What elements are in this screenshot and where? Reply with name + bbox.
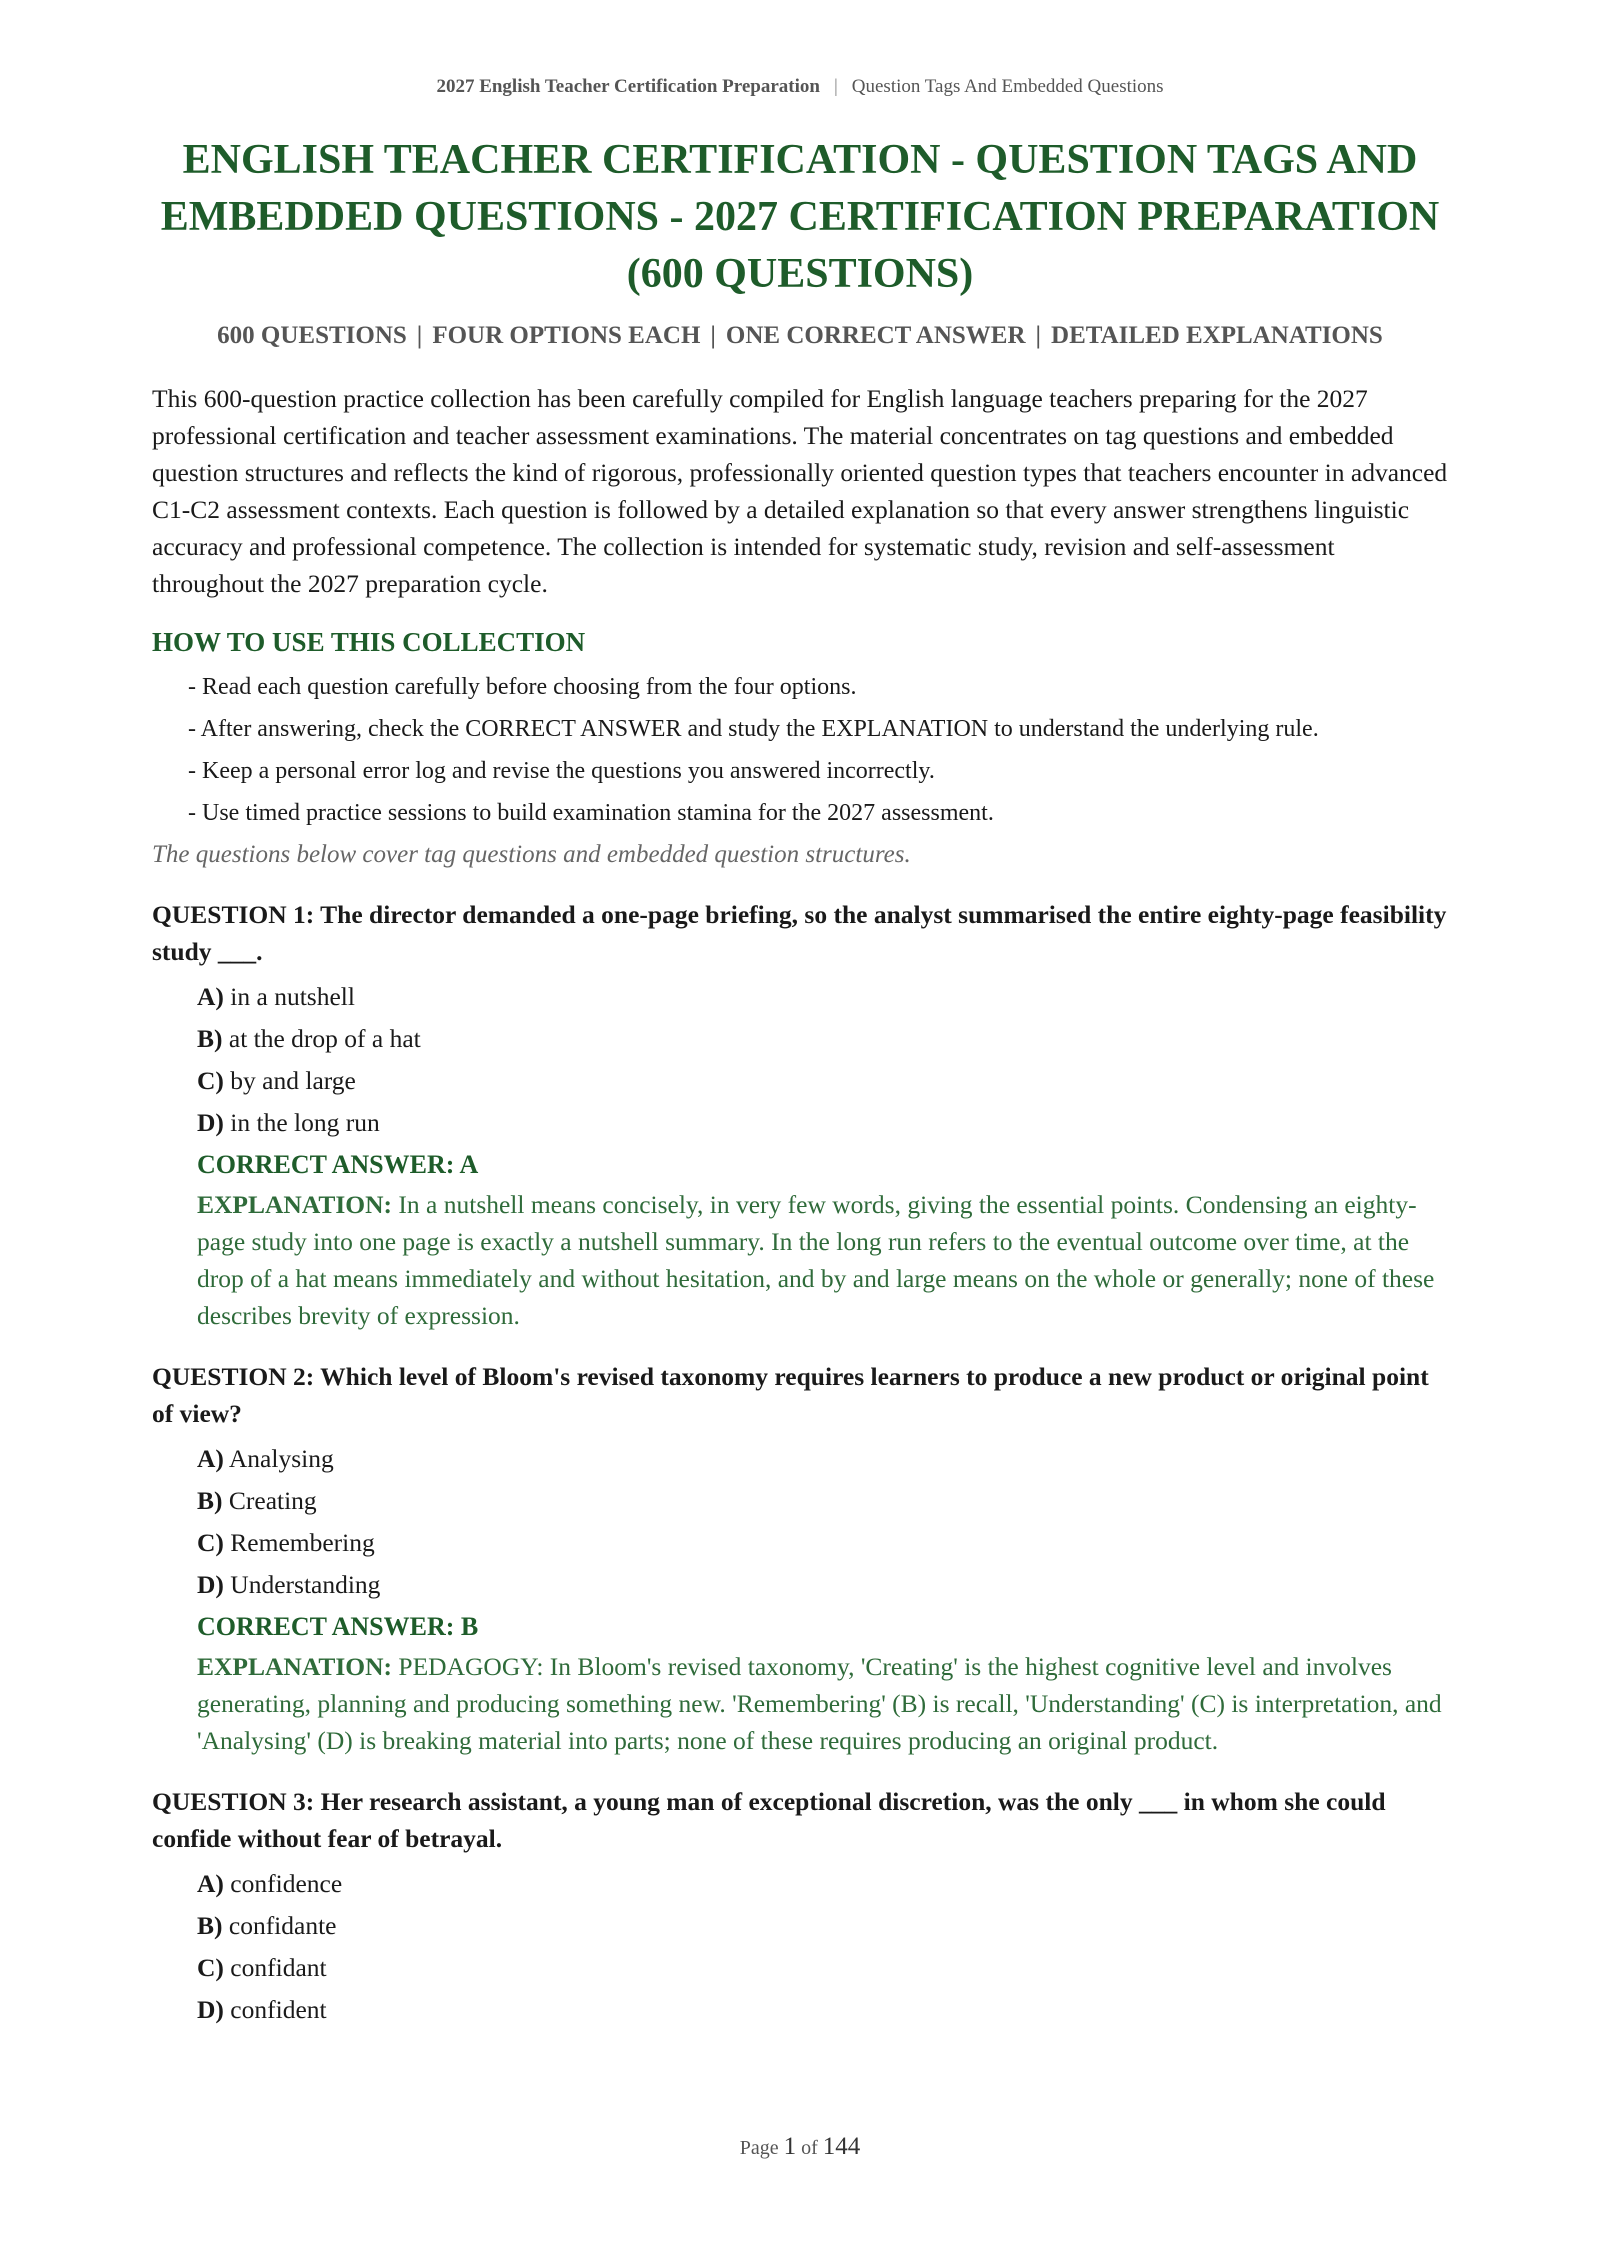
question-stem: Her research assistant, a young man of exceptional discretion, was the only ___ in whom she could confide without fear of betrayal. xyxy=(152,1787,1386,1853)
option-letter: A) xyxy=(197,1444,224,1473)
option-text: Creating xyxy=(228,1486,317,1515)
option-text: Analysing xyxy=(228,1444,334,1473)
list-item: - After answering, check the CORRECT ANSWER and study the EXPLANATION to understand the underlying rule. xyxy=(188,716,1319,742)
list-item: - Read each question carefully before choosing from the four options. xyxy=(188,674,857,700)
option-letter: D) xyxy=(197,1995,224,2024)
correct-answer: CORRECT ANSWER: B xyxy=(197,1612,479,1641)
question-label: QUESTION 3: xyxy=(152,1787,315,1816)
option-a xyxy=(197,1438,1452,1480)
header-left: 2027 English Teacher Certification Preparation xyxy=(436,76,820,97)
option-d xyxy=(197,1102,1452,1144)
option-text: by and large xyxy=(230,1066,356,1095)
explanation-label: EXPLANATION: xyxy=(197,1652,393,1681)
option-text: confidant xyxy=(230,1953,327,1982)
option-text: at the drop of a hat xyxy=(228,1024,421,1053)
question-2 xyxy=(152,1358,1452,1759)
question-text xyxy=(152,1783,1452,1857)
option-text: in the long run xyxy=(230,1108,380,1137)
option-c xyxy=(197,1060,1452,1102)
option-a xyxy=(197,976,1452,1018)
document-title: ENGLISH TEACHER CERTIFICATION - QUESTION TAGS AND EMBEDDED QUESTIONS - 2027 CERTIFICATION PREPARATION (600 QUESTIONS) xyxy=(160,137,1440,297)
option-d xyxy=(197,1564,1452,1606)
question-text xyxy=(152,1358,1452,1432)
option-letter: A) xyxy=(197,1869,224,1898)
running-header xyxy=(0,76,1600,98)
option-text: Understanding xyxy=(230,1570,381,1599)
page-total: 144 xyxy=(822,2133,861,2160)
coverage-note: The questions below cover tag questions and embedded question structures. xyxy=(152,841,911,868)
page-footer xyxy=(0,2133,1600,2161)
header-right: Question Tags And Embedded Questions xyxy=(851,76,1164,97)
options-list xyxy=(152,976,1452,1144)
option-text: confidante xyxy=(228,1911,337,1940)
option-c xyxy=(197,1522,1452,1564)
option-letter: C) xyxy=(197,1528,224,1557)
meta-questions: 600 QUESTIONS xyxy=(217,322,407,349)
option-letter: D) xyxy=(197,1108,224,1137)
option-text: in a nutshell xyxy=(230,982,355,1011)
option-letter: B) xyxy=(197,1911,223,1940)
option-b xyxy=(197,1480,1452,1522)
option-text: confident xyxy=(230,1995,327,2024)
options-list xyxy=(152,1438,1452,1606)
option-text: Remembering xyxy=(230,1528,375,1557)
explanation-text: In a nutshell means concisely, in very few words, giving the essential points. Condensing an eighty-page study into one page is exactly a nutshell summary. In the long run refers to the eventual outcome over time, at the drop of a hat means immediately and without hesitation, and by and large means on the whole or generally; none of these describes brevity of expression. xyxy=(197,1190,1435,1330)
explanation xyxy=(197,1648,1452,1759)
options-list xyxy=(152,1863,1452,2031)
question-label: QUESTION 1: xyxy=(152,900,315,929)
page-word: Page xyxy=(739,2137,779,2159)
meta-correct: ONE CORRECT ANSWER xyxy=(725,322,1026,349)
meta-options: FOUR OPTIONS EACH xyxy=(432,322,701,349)
how-to-use-list xyxy=(152,670,1452,830)
explanation xyxy=(197,1186,1452,1334)
question-stem: Which level of Bloom's revised taxonomy requires learners to produce a new product or original point of view? xyxy=(152,1362,1429,1428)
option-letter: C) xyxy=(197,1953,224,1982)
option-b xyxy=(197,1905,1452,1947)
meta-separator: | xyxy=(1035,322,1042,349)
option-letter: D) xyxy=(197,1570,224,1599)
correct-answer: CORRECT ANSWER: A xyxy=(197,1150,479,1179)
document-body xyxy=(152,380,1452,2031)
option-letter: C) xyxy=(197,1066,224,1095)
option-letter: A) xyxy=(197,982,224,1011)
option-text: confidence xyxy=(230,1869,343,1898)
meta-separator: | xyxy=(416,322,423,349)
question-stem: The director demanded a one-page briefing, so the analyst summarised the entire eighty-page feasibility study ___. xyxy=(152,900,1447,966)
meta-separator: | xyxy=(710,322,716,349)
question-3 xyxy=(152,1783,1452,2031)
option-letter: B) xyxy=(197,1486,223,1515)
option-d xyxy=(197,1989,1452,2031)
of-word: of xyxy=(801,2137,818,2159)
option-letter: B) xyxy=(197,1024,223,1053)
explanation-label: EXPLANATION: xyxy=(197,1190,393,1219)
header-separator: | xyxy=(833,76,838,97)
document-meta xyxy=(0,322,1600,350)
list-item: - Use timed practice sessions to build examination stamina for the 2027 assessment. xyxy=(188,800,994,826)
question-text xyxy=(152,896,1452,970)
question-label: QUESTION 2: xyxy=(152,1362,315,1391)
explanation-text: PEDAGOGY: In Bloom's revised taxonomy, 'Creating' is the highest cognitive level and involves generating, planning and producing something new. 'Remembering' (B) is recall, 'Understanding' (C) is interpretation, and 'Analysing' (D) is breaking material into parts; none of these requires producing an original product. xyxy=(197,1652,1442,1755)
meta-explanations: DETAILED EXPLANATIONS xyxy=(1051,322,1383,349)
question-1 xyxy=(152,896,1452,1334)
how-to-use-heading: HOW TO USE THIS COLLECTION xyxy=(152,627,586,657)
intro-paragraph: This 600-question practice collection has been carefully compiled for English language teachers preparing for the 2027 professional certification and teacher assessment examinations. The material concentrates on tag questions and embedded question structures and reflects the kind of rigorous, professionally oriented question types that teachers encounter in advanced C1-C2 assessment contexts. Each question is followed by a detailed explanation so that every answer strengthens linguistic accuracy and professional competence. The collection is intended for systematic study, revision and self-assessment throughout the 2027 preparation cycle. xyxy=(152,384,1448,598)
option-a xyxy=(197,1863,1452,1905)
option-c xyxy=(197,1947,1452,1989)
page-current: 1 xyxy=(783,2133,797,2160)
option-b xyxy=(197,1018,1452,1060)
list-item: - Keep a personal error log and revise the questions you answered incorrectly. xyxy=(188,758,935,784)
